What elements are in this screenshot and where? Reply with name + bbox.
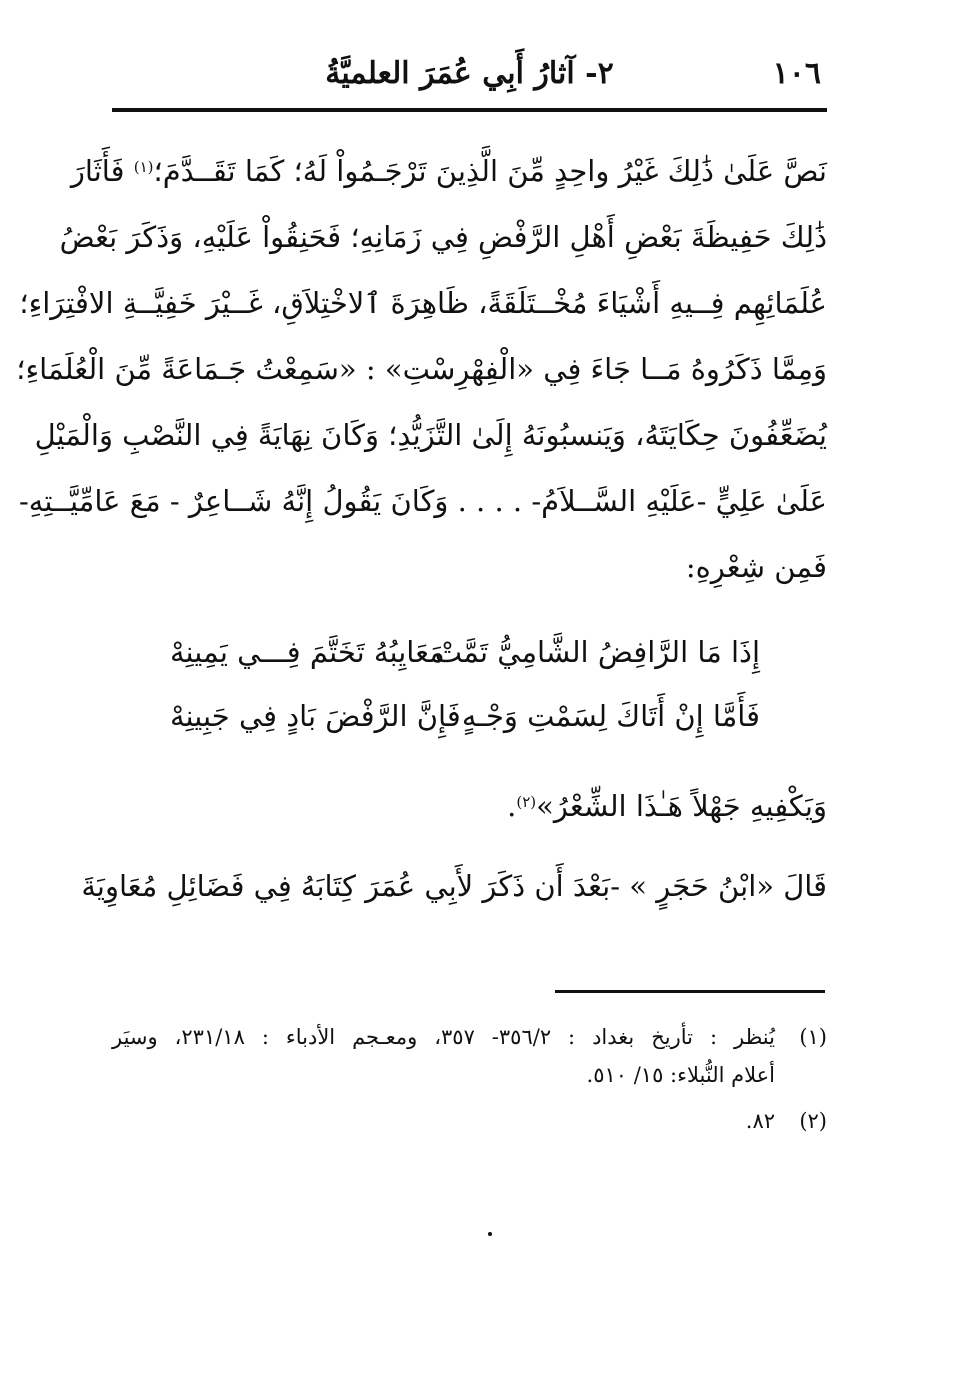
body-line-3: عُلَمَائِهِم فِــيهِ أَشْيَاءَ مُخْــتَلَقَةً، ظَاهِرَةَ ٱلاخْتِلاَقِ، غَــيْرَ خَفِيَّــةِ الافْتِرَاءِ؛	[19, 286, 827, 320]
page-number: ١٠٦	[772, 56, 821, 91]
body-line-1-text: نَصَّ عَلَىٰ ذَٰلِكَ غَيْرُ واحِدٍ مِّنَ الَّذِينَ تَرْجَـمُواْ لَهُ؛ كَمَا تَقَــدَّمَ؛	[153, 154, 827, 188]
footnote-1	[112, 1018, 827, 1094]
post-verse-text: وَيَكْفِيهِ جَهْلاً هَـٰذَا الشِّعْرُ»	[536, 789, 827, 823]
footnotes	[112, 1018, 827, 1140]
body-paragraph	[16, 138, 827, 600]
running-title: ٢- آثارُ أَبِي عُمَرَ العلميَّةُ	[325, 56, 614, 91]
verse-2-first-hemistich: فَأَمَّا إِنْ أَتَاكَ لِسَمْتِ وَجْـهٍ	[461, 699, 760, 733]
body-line-4: وَمِمَّا ذَكَرُوهُ مَــا جَاءَ فِي «الْفِهْرِسْتِ» : «سَمِعْتُ جَـمَاعَةً مِّنَ الْعُلَمَاءِ؛	[16, 352, 827, 386]
footnote-ref-2: (٢)	[516, 793, 537, 811]
header-rule	[112, 108, 827, 112]
page-header	[112, 52, 827, 102]
quote-line: قَالَ «ابْنُ حَجَرٍ » -بَعْدَ أَن ذَكَرَ لأَبِي عُمَرَ كِتَابَهُ فِي فَضَائِلِ مُعَاوِيَةَ	[81, 869, 827, 903]
body-line-7: فَمِن شِعْرِهِ:	[685, 550, 827, 584]
body-line-6: عَلَىٰ عَلِيٍّ -عَلَيْهِ السَّــلاَمُ- . . . . وَكَانَ يَقُولُ إِنَّهُ شَــاعِرٌ - مَعَ عَامِّيَّــتِهِ-	[18, 484, 827, 518]
footnote-2-line-1: ٨٢.	[745, 1109, 775, 1133]
body-line-5: يُضَعِّفُونَ حِكَايَتَهُ، وَيَنسبُونَهُ إِلَىٰ التَّزَيُّدِ؛ وَكَانَ نِهَايَةً فِي النَّصْبِ وَالْمَيْلِ	[34, 418, 827, 452]
verse-1-second-hemistich: مَعَايِبُهُ تَخَتَّمَ فِـــي يَمِينِهْ	[170, 635, 445, 669]
footnote-2	[112, 1102, 827, 1140]
poem	[150, 620, 790, 748]
verse-1	[150, 620, 790, 684]
body-line-1-tail: فَأَثَارَ	[70, 154, 125, 188]
footnote-rule	[555, 990, 825, 993]
verse-1-first-hemistich: إِذَا مَا الرَّافِضُ الشَّامِيُّ تَمَّتْ	[434, 635, 760, 669]
ink-speck	[488, 1232, 492, 1236]
footnote-ref-1: (١)	[133, 158, 154, 176]
body-line-1	[70, 138, 827, 204]
footnote-1-number: (١)	[799, 1025, 827, 1049]
post-verse-line	[507, 776, 827, 836]
verse-2	[150, 684, 790, 748]
verse-2-second-hemistich: فَإِنَّ الرَّفْضَ بَادٍ فِي جَبِينِهْ	[170, 699, 461, 733]
footnote-1-line-2: أعلام النُّبلاء: ١٥/ ٥١٠.	[586, 1063, 775, 1087]
footnote-1-line-1: يُنظر : تأريخ بغداد : ٣٥٦/٢- ٣٥٧، ومعـجم الأدباء : ٢٣١/١٨، وسيَر	[112, 1025, 775, 1049]
footnote-2-number: (٢)	[799, 1109, 827, 1133]
post-verse-end: .	[507, 789, 517, 823]
body-line-2: ذَٰلِكَ حَفِيظَةَ بَعْضِ أَهْلِ الرَّفْضِ فِي زَمَانِهِ؛ فَحَنِقُواْ عَلَيْهِ، وَذَكَرَ بَعْضُ	[59, 220, 827, 254]
